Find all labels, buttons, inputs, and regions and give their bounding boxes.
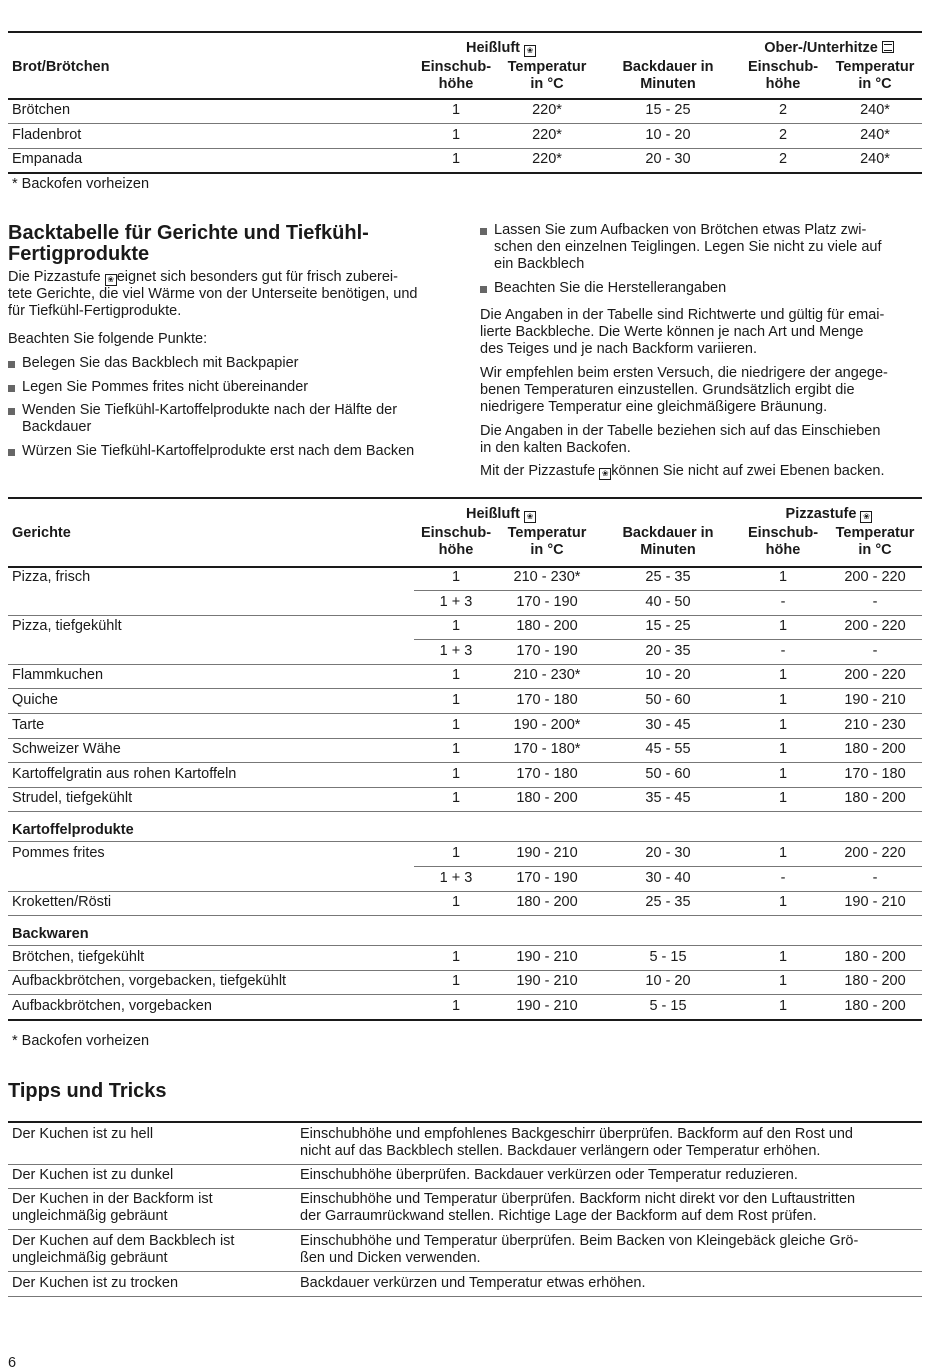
table2-row-name: Quiche xyxy=(12,692,58,708)
table2-cell-t1: 210 - 230* xyxy=(513,667,581,684)
table-rule xyxy=(8,1188,922,1189)
table2-cell-t1: 180 - 200 xyxy=(516,790,578,807)
table2-cell-e2: 1 xyxy=(778,973,788,990)
table2-cell-e2: 1 xyxy=(778,741,788,758)
table1-row-name: Brötchen xyxy=(12,102,71,118)
footnote: * Backofen vorheizen xyxy=(12,176,150,192)
section-title: Fertigprodukte xyxy=(8,243,150,265)
table2-cell-e1: 1 xyxy=(451,998,461,1014)
column-header-t1: in °C xyxy=(530,76,564,92)
table2-cell-t2: 200 - 220 xyxy=(844,569,906,585)
table1-cell-e2: 2 xyxy=(778,102,788,118)
table1-cell-d: 20 - 30 xyxy=(645,151,691,167)
group-header-table1-1 xyxy=(421,40,581,57)
table2-cell-e2: - xyxy=(780,869,786,886)
table-top-rule xyxy=(8,31,922,33)
text: Mit der Pizzastufe xyxy=(480,463,596,479)
tip-problem: ungleichmäßig gebräunt xyxy=(12,1208,168,1224)
table1-cell-t1: 220* xyxy=(532,102,562,118)
table-rule xyxy=(8,1164,922,1165)
column-header-t1: in °C xyxy=(530,542,564,558)
intro-line xyxy=(8,269,398,286)
table-rule xyxy=(414,590,922,591)
column-header-t2: Temperatur xyxy=(835,59,915,75)
beachten-text: Beachten Sie folgende Punkte: xyxy=(8,331,208,347)
table1-cell-t2: 240* xyxy=(860,126,890,143)
tip-problem: Der Kuchen in der Backform ist xyxy=(12,1191,213,1207)
table2-cell-e1: 1 xyxy=(451,948,461,965)
table2-cell-d: 10 - 20 xyxy=(645,973,691,990)
column-header-e1: Einschub- xyxy=(420,59,492,75)
tip-solution: Einschubhöhe überprüfen. Backdauer verkürzen oder Temperatur reduzieren. xyxy=(300,1167,798,1183)
table2-cell-t2: 200 - 220 xyxy=(844,667,906,684)
table2-cell-d: 25 - 35 xyxy=(645,894,691,911)
bullet-item xyxy=(8,355,298,372)
bullet-item xyxy=(8,379,308,396)
bullet-item xyxy=(8,402,397,436)
text: können Sie nicht auf zwei Ebenen backen. xyxy=(611,463,885,479)
column-header-d: Backdauer in xyxy=(622,59,714,75)
group-label: Pizzastufe xyxy=(785,506,857,522)
table-rule xyxy=(8,148,922,149)
table-rule xyxy=(8,713,922,714)
fan-icon: ❀ xyxy=(524,45,536,57)
bullet-line: Legen Sie Pommes frites nicht übereinander xyxy=(22,379,309,395)
section-title: Tipps und Tricks xyxy=(8,1080,167,1102)
paragraph-line: Wir empfehlen beim ersten Versuch, die niedrigere der angege- xyxy=(480,365,888,381)
table1-cell-e2: 2 xyxy=(778,126,788,143)
table2-cell-e1: 1 + 3 xyxy=(439,869,473,886)
table1-row-name: Empanada xyxy=(12,151,83,167)
table-rule xyxy=(8,1121,922,1123)
column-header-e2: Einschub- xyxy=(747,525,819,541)
table2-cell-e1: 1 xyxy=(451,692,461,708)
table2-cell-e1: 1 xyxy=(451,667,461,684)
bullet-line: ein Backblech xyxy=(494,256,585,272)
table2-row-name: Pommes frites xyxy=(12,845,105,861)
table-rule xyxy=(8,566,922,568)
table-rule xyxy=(8,945,922,946)
table2-row-name: Brötchen, tiefgekühlt xyxy=(12,948,145,965)
table2-cell-e2: 1 xyxy=(778,998,788,1014)
table2-cell-e2: 1 xyxy=(778,569,788,585)
group-header-table2-1 xyxy=(421,506,581,523)
table2-cell-t1: 190 - 210 xyxy=(516,845,578,861)
table1-cell-e1: 1 xyxy=(451,151,461,167)
table2-cell-e1: 1 xyxy=(451,741,461,758)
table-rule xyxy=(8,762,922,763)
table-rule xyxy=(8,172,922,174)
table2-cell-e2: 1 xyxy=(778,894,788,911)
footnote: * Backofen vorheizen xyxy=(12,1033,150,1049)
table-rule xyxy=(8,811,922,812)
column-header-e1: höhe xyxy=(438,542,474,558)
table2-row-name: Schweizer Wähe xyxy=(12,741,121,758)
table2-cell-t1: 190 - 210 xyxy=(516,948,578,965)
tip-problem: ungleichmäßig gebräunt xyxy=(12,1250,168,1266)
column-header-d: Minuten xyxy=(640,76,696,92)
table-rule xyxy=(414,639,922,640)
table2-cell-d: 50 - 60 xyxy=(645,692,691,708)
column-header-t2: Temperatur xyxy=(835,525,915,541)
text: eignet sich besonders gut für frisch zuberei- xyxy=(116,269,398,285)
table2-cell-t2: 200 - 220 xyxy=(844,845,906,861)
column-header-e1: höhe xyxy=(438,76,474,92)
bullet-item xyxy=(8,443,414,460)
table2-cell-t2: 180 - 200 xyxy=(844,998,906,1014)
group-label: Ober-/Unterhitze xyxy=(764,40,878,56)
table1-cell-d: 10 - 20 xyxy=(645,126,691,143)
table2-cell-t2: 200 - 220 xyxy=(844,618,906,635)
intro-line: für Tiefkühl-Fertigprodukte. xyxy=(8,303,182,319)
bullet-item xyxy=(480,222,882,273)
table2-cell-t2: 190 - 210 xyxy=(844,894,906,911)
table-rule xyxy=(8,688,922,689)
table1-cell-t2: 240* xyxy=(860,102,890,118)
table2-cell-d: 10 - 20 xyxy=(645,667,691,684)
table-rule xyxy=(8,915,922,916)
table2-cell-t1: 190 - 200* xyxy=(513,716,581,733)
table-rule xyxy=(8,98,922,100)
table2-cell-d: 40 - 50 xyxy=(645,593,691,610)
table2-cell-e1: 1 + 3 xyxy=(439,593,473,610)
group-label: Heißluft xyxy=(466,40,520,56)
table2-cell-e1: 1 xyxy=(451,973,461,990)
table-rule xyxy=(8,1296,922,1297)
column-header-e2: höhe xyxy=(765,76,801,92)
column-header-d: Minuten xyxy=(640,542,696,558)
column-header-d: Backdauer in xyxy=(622,525,714,541)
table2-cell-t2: 180 - 200 xyxy=(844,741,906,758)
bullet-line: Backdauer xyxy=(22,419,92,435)
table1-cell-e2: 2 xyxy=(778,151,788,167)
table2-cell-e2: - xyxy=(780,593,786,610)
table2-cell-e1: 1 xyxy=(451,765,461,782)
table-rule xyxy=(8,664,922,665)
table2-row-name: Aufbackbrötchen, vorgebacken, tiefgekühlt xyxy=(12,973,287,990)
table2-cell-e2: 1 xyxy=(778,692,788,708)
table-rule xyxy=(8,994,922,995)
page-number: 6 xyxy=(8,1355,17,1371)
table2-section-header: Backwaren xyxy=(12,925,89,942)
table-rule xyxy=(8,1019,922,1021)
table2-cell-t2: - xyxy=(872,642,878,659)
tip-solution: Einschubhöhe und Temperatur überprüfen. Backform nicht direkt vor den Luftaustritten xyxy=(300,1191,856,1207)
table2-cell-d: 45 - 55 xyxy=(645,741,691,758)
bullet-line: schen den einzelnen Teiglingen. Legen Sie nicht zu viele auf xyxy=(494,239,882,255)
table2-cell-d: 5 - 15 xyxy=(649,998,687,1014)
tip-problem: Der Kuchen ist zu trocken xyxy=(12,1275,179,1291)
table2-cell-t2: 180 - 200 xyxy=(844,790,906,807)
bullet-line: Belegen Sie das Backblech mit Backpapier xyxy=(22,355,299,371)
table1-cell-e1: 1 xyxy=(451,126,461,143)
bullet-line: Lassen Sie zum Aufbacken von Brötchen etwas Platz zwi- xyxy=(494,222,867,238)
table2-cell-e2: 1 xyxy=(778,790,788,807)
table2-cell-e1: 1 xyxy=(451,894,461,911)
table1-cell-t1: 220* xyxy=(532,126,562,143)
tip-solution: Einschubhöhe und empfohlenes Backgeschirr überprüfen. Backform auf den Rost und xyxy=(300,1126,853,1142)
table2-cell-t2: 210 - 230 xyxy=(844,716,906,733)
tip-problem: Der Kuchen ist zu dunkel xyxy=(12,1167,174,1183)
table2-cell-t1: 170 - 190 xyxy=(516,869,578,886)
column-header-e2: höhe xyxy=(765,542,801,558)
group-header-table2-2 xyxy=(744,506,914,523)
tip-solution: ßen und Dicken verwenden. xyxy=(300,1250,481,1266)
last-paragraph xyxy=(480,463,885,480)
column-header-t2: in °C xyxy=(858,76,892,92)
column-header-t2: in °C xyxy=(858,542,892,558)
table2-cell-e1: 1 xyxy=(451,716,461,733)
table-rule xyxy=(8,841,922,842)
tip-solution: der Garraumrückwand stellen. Richtige Lage der Backform auf dem Rost prüfen. xyxy=(300,1208,817,1224)
table2-cell-e1: 1 xyxy=(451,790,461,807)
table2-row-name: Tarte xyxy=(12,716,45,733)
table-rule xyxy=(8,615,922,616)
table2-cell-d: 35 - 45 xyxy=(645,790,691,807)
table-rule xyxy=(8,1271,922,1272)
intro-line: tete Gerichte, die viel Wärme von der Unterseite benötigen, und xyxy=(8,286,418,302)
table2-cell-e2: - xyxy=(780,642,786,659)
table2-cell-t1: 190 - 210 xyxy=(516,973,578,990)
table1-row-name: Fladenbrot xyxy=(12,126,82,143)
group-label: Heißluft xyxy=(466,506,520,522)
paragraph-line: Die Angaben in der Tabelle beziehen sich auf das Einschieben xyxy=(480,423,881,439)
table2-cell-t1: 180 - 200 xyxy=(516,618,578,635)
column-header-t1: Temperatur xyxy=(507,59,587,75)
table2-cell-d: 50 - 60 xyxy=(645,765,691,782)
column-header-first: Gerichte xyxy=(12,525,71,541)
table2-row-name: Kartoffelgratin aus rohen Kartoffeln xyxy=(12,765,237,782)
paragraph-line: in den kalten Backofen. xyxy=(480,440,631,456)
bullet-line: Würzen Sie Tiefkühl-Kartoffelprodukte erst nach dem Backen xyxy=(22,443,415,459)
table-rule xyxy=(8,1229,922,1230)
table2-row-name: Kroketten/Rösti xyxy=(12,894,112,911)
paragraph-line: des Teiges und je nach Backform variieren. xyxy=(480,341,757,357)
text: Die Pizzastufe xyxy=(8,269,101,285)
table2-row-name: Flammkuchen xyxy=(12,667,104,684)
table2-cell-d: 30 - 45 xyxy=(645,716,691,733)
table2-cell-d: 5 - 15 xyxy=(649,948,687,965)
tip-solution: Einschubhöhe und Temperatur überprüfen. Beim Backen von Kleingebäck gleiche Grö- xyxy=(300,1233,859,1249)
section-title: Backtabelle für Gerichte und Tiefkühl- xyxy=(8,222,369,244)
table1-cell-d: 15 - 25 xyxy=(645,102,691,118)
pizza-icon: ❀ xyxy=(860,511,872,523)
table2-cell-t1: 170 - 190 xyxy=(516,593,578,610)
table-top-rule xyxy=(8,497,922,499)
table1-cell-t2: 240* xyxy=(860,151,890,167)
table2-cell-t2: 190 - 210 xyxy=(844,692,906,708)
table2-cell-t1: 180 - 200 xyxy=(516,894,578,911)
table2-cell-e2: 1 xyxy=(778,618,788,635)
table2-cell-t1: 170 - 180 xyxy=(516,765,578,782)
tip-problem: Der Kuchen ist zu hell xyxy=(12,1126,154,1142)
table-rule xyxy=(8,891,922,892)
table2-cell-t2: - xyxy=(872,869,878,886)
top-bottom-heat-icon xyxy=(882,41,894,53)
table2-cell-e1: 1 xyxy=(451,618,461,635)
table2-cell-t1: 170 - 180* xyxy=(513,741,581,758)
table2-section-header: Kartoffelprodukte xyxy=(12,822,134,838)
paragraph-line: benen Temperaturen einzustellen. Grundsätzlich ergibt die xyxy=(480,382,855,398)
table2-cell-e2: 1 xyxy=(778,716,788,733)
table2-row-name: Pizza, frisch xyxy=(12,569,91,585)
table2-cell-d: 25 - 35 xyxy=(645,569,691,585)
table2-cell-t1: 170 - 180 xyxy=(516,692,578,708)
bullet-line: Beachten Sie die Herstellerangaben xyxy=(494,280,727,296)
paragraph-line: lierte Backbleche. Die Werte können je nach Art und Menge xyxy=(480,324,864,340)
table2-cell-e1: 1 xyxy=(451,569,461,585)
table2-cell-e2: 1 xyxy=(778,667,788,684)
table2-cell-t1: 190 - 210 xyxy=(516,998,578,1014)
paragraph-line: niedrigere Temperatur eine gleichmäßigere Bräunung. xyxy=(480,399,828,415)
table2-cell-d: 20 - 30 xyxy=(645,845,691,861)
table2-cell-e1: 1 xyxy=(451,845,461,861)
table-rule xyxy=(8,787,922,788)
table2-cell-t2: 180 - 200 xyxy=(844,973,906,990)
paragraph-line: Die Angaben in der Tabelle sind Richtwerte und gültig für emai- xyxy=(480,307,885,323)
table2-cell-e2: 1 xyxy=(778,765,788,782)
pizza-icon: ❀ xyxy=(105,274,117,286)
table-rule xyxy=(414,866,922,867)
table2-cell-e2: 1 xyxy=(778,948,788,965)
table-rule xyxy=(8,123,922,124)
tip-solution: nicht auf das Backblech stellen. Backdauer verlängern oder Temperatur erhöhen. xyxy=(300,1143,821,1159)
table-rule xyxy=(8,970,922,971)
table2-cell-d: 15 - 25 xyxy=(645,618,691,635)
table2-row-name: Strudel, tiefgekühlt xyxy=(12,790,133,807)
bullet-line: Wenden Sie Tiefkühl-Kartoffelprodukte nach der Hälfte der xyxy=(22,402,398,418)
table-rule xyxy=(8,738,922,739)
table1-cell-t1: 220* xyxy=(532,151,562,167)
table2-cell-t1: 170 - 190 xyxy=(516,642,578,659)
table2-row-name: Aufbackbrötchen, vorgebacken xyxy=(12,998,212,1014)
column-header-e1: Einschub- xyxy=(420,525,492,541)
table2-cell-e2: 1 xyxy=(778,845,788,861)
tip-problem: Der Kuchen auf dem Backblech ist xyxy=(12,1233,235,1249)
pizza-icon: ❀ xyxy=(599,468,611,480)
table2-cell-t1: 210 - 230* xyxy=(513,569,581,585)
table2-cell-d: 20 - 35 xyxy=(645,642,691,659)
column-header-e2: Einschub- xyxy=(747,59,819,75)
table2-cell-d: 30 - 40 xyxy=(645,869,691,886)
table2-row-name: Pizza, tiefgekühlt xyxy=(12,618,122,635)
table1-cell-e1: 1 xyxy=(451,102,461,118)
table2-cell-t2: 170 - 180 xyxy=(844,765,906,782)
tip-solution: Backdauer verkürzen und Temperatur etwas erhöhen. xyxy=(300,1275,646,1291)
table2-cell-t2: 180 - 200 xyxy=(844,948,906,965)
column-header-t1: Temperatur xyxy=(507,525,587,541)
table2-cell-t2: - xyxy=(872,593,878,610)
fan-icon: ❀ xyxy=(524,511,536,523)
table2-cell-e1: 1 + 3 xyxy=(439,642,473,659)
column-header-first: Brot/Brötchen xyxy=(12,59,110,75)
group-header-table1-2 xyxy=(744,40,914,57)
bullet-item xyxy=(480,280,726,297)
